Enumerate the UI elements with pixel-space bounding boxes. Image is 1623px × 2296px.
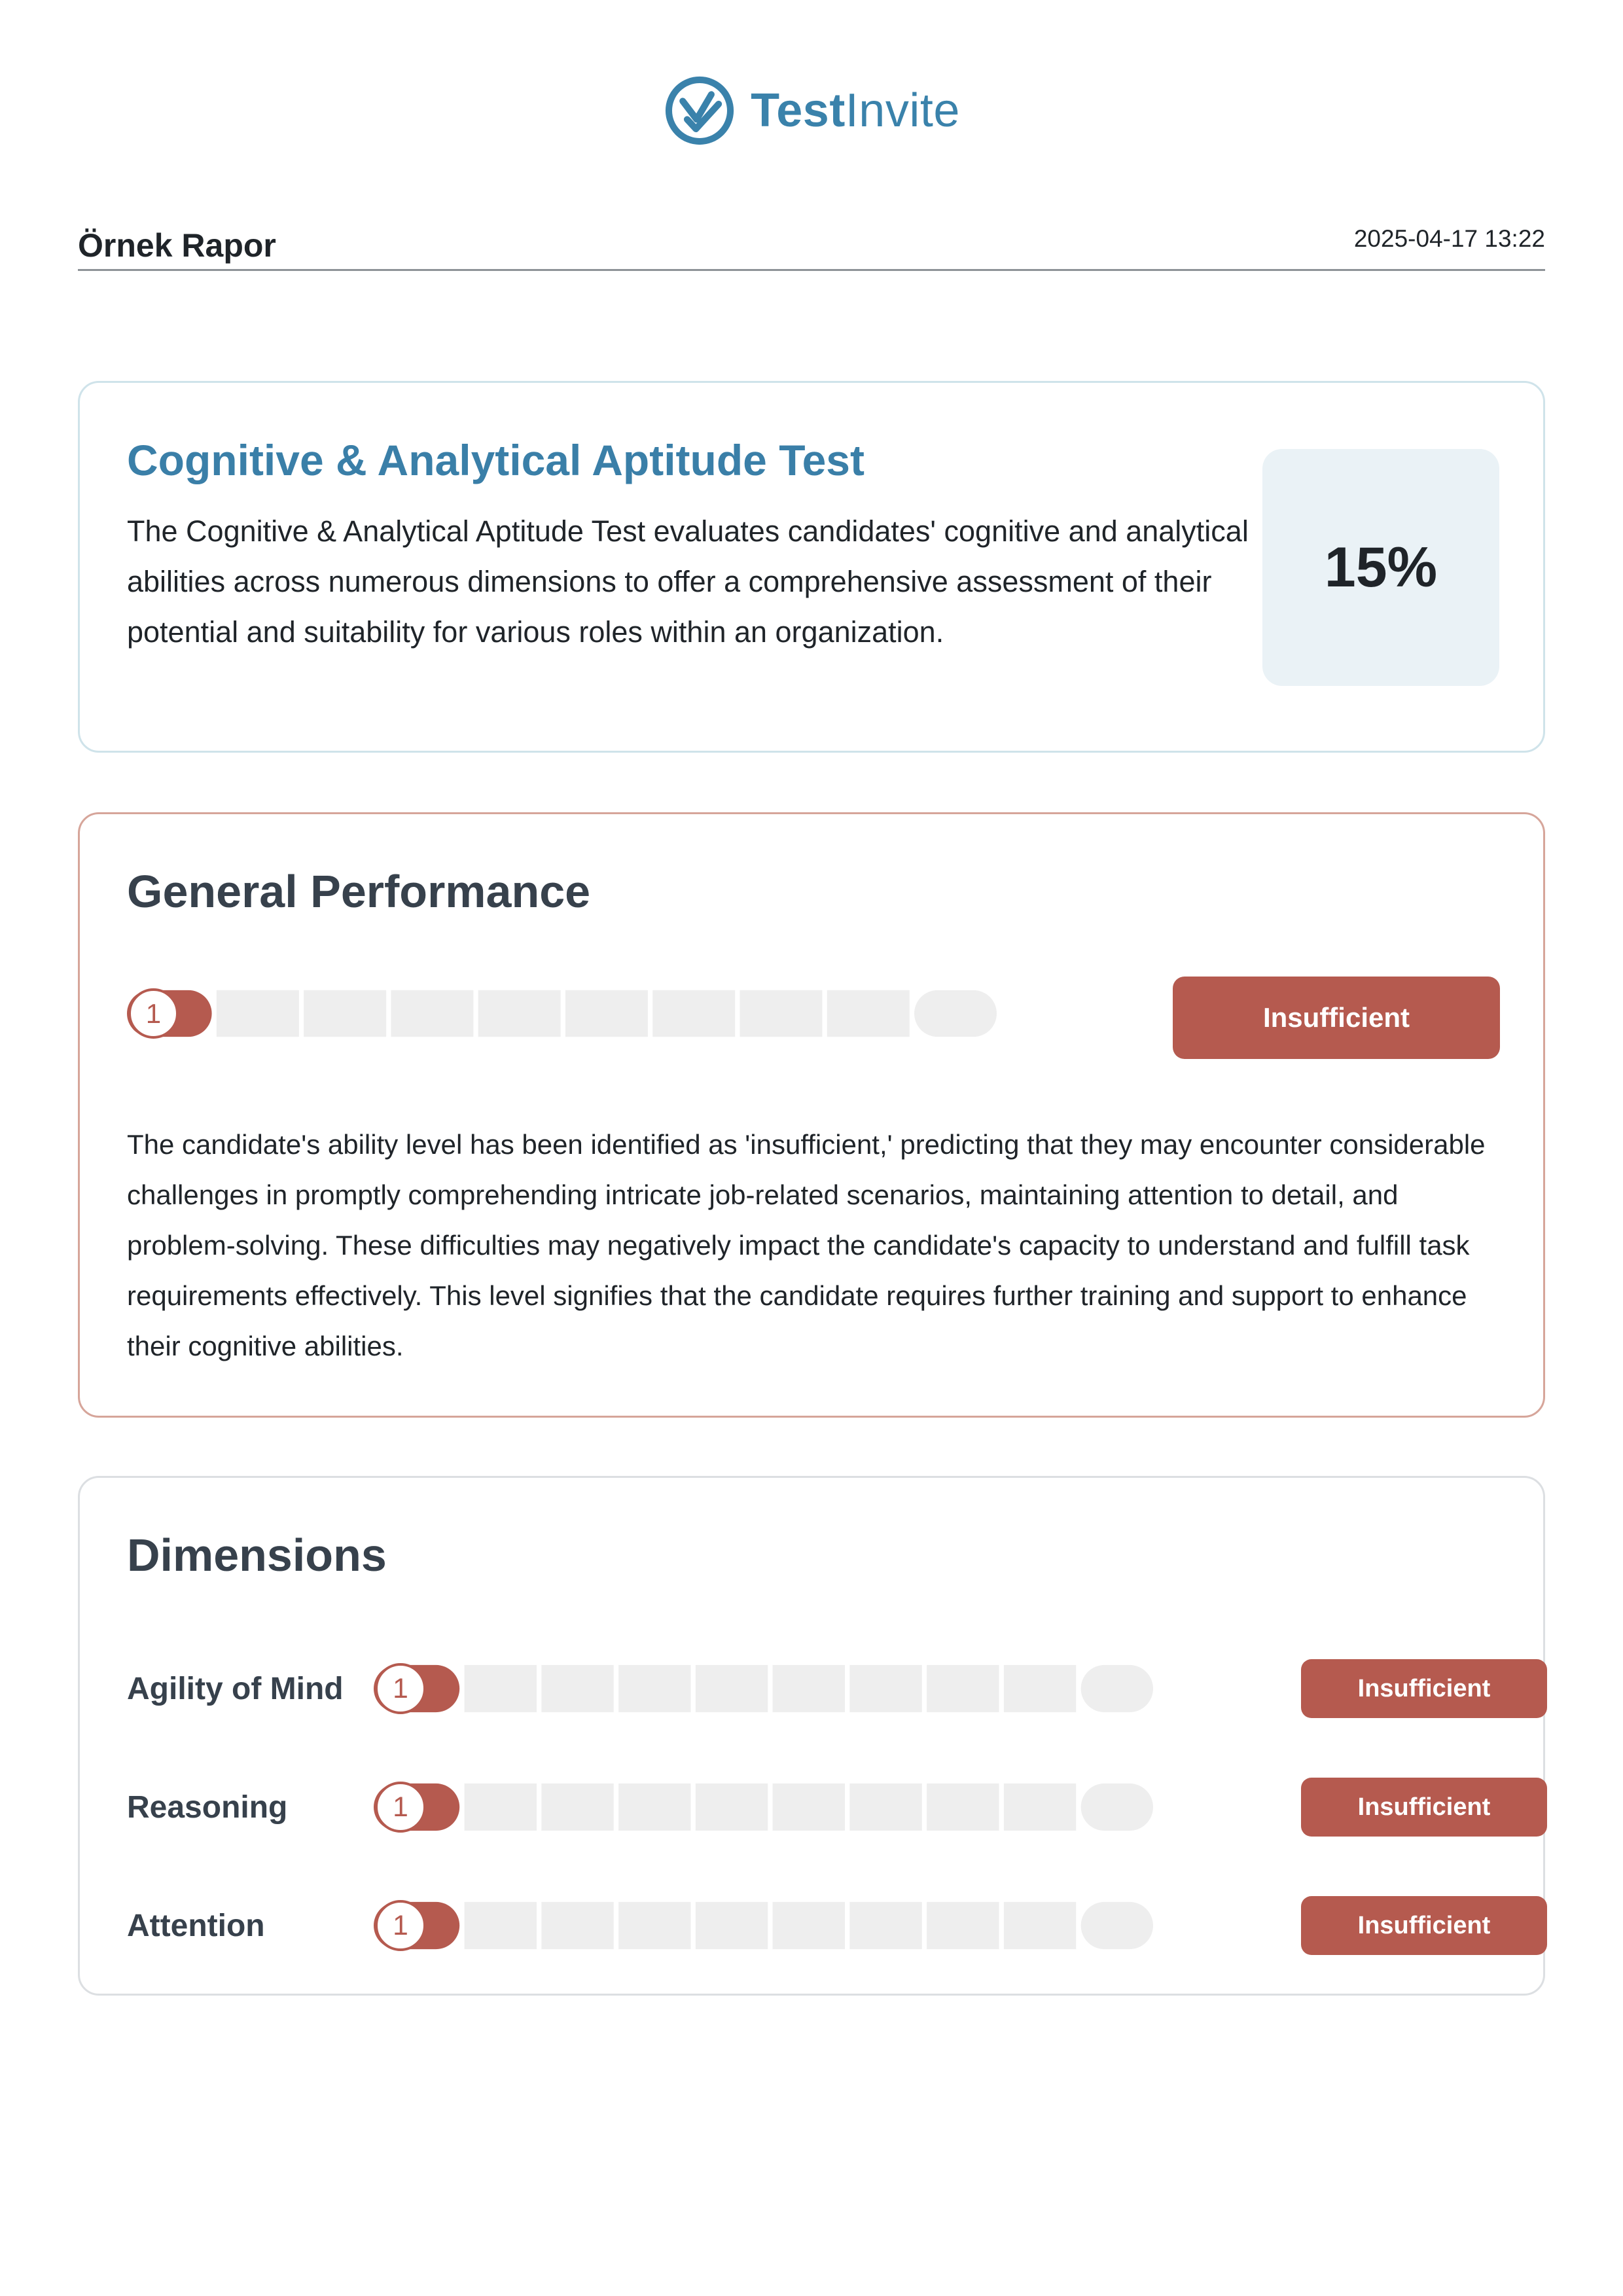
level-segment-empty bbox=[773, 1902, 845, 1949]
report-date: 2025-04-17 13:22 bbox=[1353, 225, 1545, 252]
level-segment-empty bbox=[927, 1784, 999, 1831]
level-marker-label: 1 bbox=[393, 1910, 408, 1941]
level-segment-empty bbox=[1081, 1665, 1153, 1712]
level-segment-empty bbox=[696, 1902, 768, 1949]
dimension-level-bar bbox=[374, 1662, 1153, 1715]
level-marker-label: 1 bbox=[393, 1791, 408, 1823]
general-performance-level-bar bbox=[127, 987, 997, 1040]
level-segment-empty bbox=[478, 990, 561, 1037]
score-value: 15% bbox=[1324, 535, 1438, 599]
level-segment-empty bbox=[927, 1665, 999, 1712]
level-segment-empty bbox=[773, 1665, 845, 1712]
level-segment-empty bbox=[465, 1902, 537, 1949]
section-title-general-performance: General Performance bbox=[127, 866, 591, 917]
level-segment-empty bbox=[465, 1665, 537, 1712]
general-performance-badge: Insufficient bbox=[1173, 977, 1500, 1059]
level-marker-label: 1 bbox=[145, 998, 162, 1029]
dimension-row-reasoning bbox=[127, 1778, 1500, 1837]
level-segment-empty bbox=[1081, 1902, 1153, 1949]
level-segment-empty bbox=[217, 990, 299, 1037]
general-performance-description: The candidate's ability level has been identified as 'insufficient,' predicting that they may encounter considerable challenges in promptly comprehending intricate job-related scenarios, maintaining attention to detail, and problem-solving. These difficulties may negatively impact the candidate's capacity to understand and fulfill task requirements effectively. This level signifies that the candidate requires further training and support to enhance their cognitive abilities. bbox=[127, 1129, 1486, 1361]
level-segment-empty bbox=[618, 1784, 690, 1831]
dimension-badge: Insufficient bbox=[1301, 1896, 1547, 1955]
level-segment-empty bbox=[740, 990, 822, 1037]
score-box bbox=[1262, 449, 1499, 686]
brand-name-light: Invite bbox=[845, 84, 960, 137]
dimension-row-attention bbox=[127, 1896, 1500, 1955]
level-segment-empty bbox=[1004, 1784, 1076, 1831]
level-segment-empty bbox=[541, 1784, 613, 1831]
dimension-badge: Insufficient bbox=[1301, 1778, 1547, 1837]
level-segment-empty bbox=[304, 990, 386, 1037]
check-badge-icon bbox=[663, 74, 736, 147]
level-segment-empty bbox=[1004, 1902, 1076, 1949]
level-segment-empty bbox=[652, 990, 735, 1037]
dimension-badge: Insufficient bbox=[1301, 1659, 1547, 1718]
dimension-level-bar bbox=[374, 1780, 1153, 1834]
level-segment-empty bbox=[391, 990, 473, 1037]
level-segment-empty bbox=[465, 1784, 537, 1831]
report-title: Örnek Rapor bbox=[78, 227, 276, 264]
general-performance-card bbox=[78, 812, 1545, 1418]
dimension-label: Attention bbox=[127, 1909, 265, 1943]
dimension-level-bar bbox=[374, 1899, 1153, 1952]
level-segment-empty bbox=[618, 1665, 690, 1712]
level-segment-empty bbox=[696, 1784, 768, 1831]
level-segment-empty bbox=[696, 1665, 768, 1712]
level-segment-empty bbox=[541, 1665, 613, 1712]
level-segment-empty bbox=[618, 1902, 690, 1949]
test-title: Cognitive & Analytical Aptitude Test bbox=[127, 436, 865, 484]
dimension-label: Agility of Mind bbox=[127, 1672, 344, 1706]
level-segment-empty bbox=[927, 1902, 999, 1949]
level-segment-empty bbox=[773, 1784, 845, 1831]
dimension-row-agility-of-mind bbox=[127, 1659, 1500, 1718]
level-segment-empty bbox=[849, 1784, 921, 1831]
level-segment-empty bbox=[565, 990, 648, 1037]
level-marker-label: 1 bbox=[393, 1673, 408, 1704]
level-segment-empty bbox=[914, 990, 997, 1037]
brand-name bbox=[751, 84, 960, 137]
dimensions-card bbox=[78, 1476, 1545, 1996]
level-segment-empty bbox=[1004, 1665, 1076, 1712]
section-title-dimensions: Dimensions bbox=[127, 1530, 387, 1581]
level-segment-empty bbox=[541, 1902, 613, 1949]
dimension-label: Reasoning bbox=[127, 1790, 288, 1825]
level-segment-empty bbox=[849, 1902, 921, 1949]
level-segment-empty bbox=[849, 1665, 921, 1712]
test-overview-card bbox=[78, 381, 1545, 753]
level-segment-empty bbox=[1081, 1784, 1153, 1831]
level-segment-empty bbox=[827, 990, 910, 1037]
test-description: The Cognitive & Analytical Aptitude Test evaluates candidates' cognitive and analytical abilities across numerous dimensions to offer a comprehensive assessment of their potential and suitability for various roles within an organization. bbox=[127, 514, 1249, 649]
brand-logo bbox=[0, 74, 1623, 147]
report-header bbox=[78, 220, 1545, 271]
brand-name-bold: Test bbox=[751, 84, 846, 137]
